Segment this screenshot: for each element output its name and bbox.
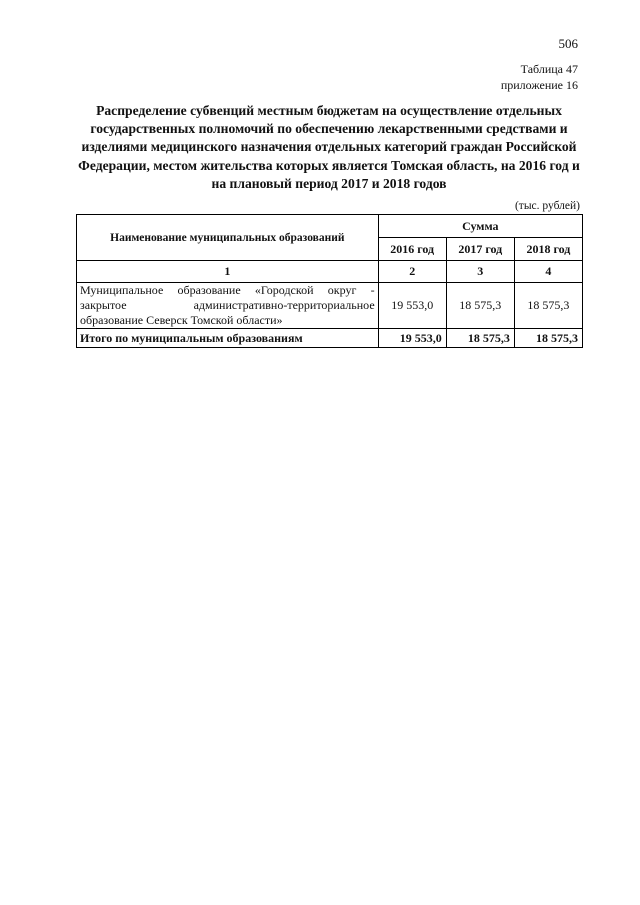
total-2018: 18 575,3 <box>514 329 582 348</box>
document-title: Распределение субвенций местным бюджетам на осуществление отдельных государственных полномочий по обеспечению лекарственными средствами и изделиями медицинского назначения отдельных категорий граждан Российской Федерации, местом жительства которых является Томская область, на 2016 год и на плановый период 2017 и 2018 годов <box>78 103 580 191</box>
page-number: 506 <box>558 36 578 51</box>
column-number: 3 <box>446 261 514 283</box>
column-header-sum: Сумма <box>378 215 582 238</box>
table-row <box>77 283 583 329</box>
column-number: 1 <box>77 261 379 283</box>
column-header-year-2018: 2018 год <box>514 238 582 261</box>
value-2016: 19 553,0 <box>378 283 446 329</box>
column-header-name: Наименование муниципальных образований <box>77 215 379 261</box>
municipality-name: Муниципальное образование «Городской округ - закрытое административно-территориальное образование Северск Томской области» <box>77 283 379 329</box>
total-row <box>77 329 583 348</box>
value-2017: 18 575,3 <box>446 283 514 329</box>
column-header-year-2017: 2017 год <box>446 238 514 261</box>
column-number: 4 <box>514 261 582 283</box>
value-2018: 18 575,3 <box>514 283 582 329</box>
appendix-label: приложение 16 <box>500 78 578 92</box>
total-2017: 18 575,3 <box>446 329 514 348</box>
subventions-table <box>76 214 583 348</box>
total-label: Итого по муниципальным образованиям <box>77 329 379 348</box>
table-label: Таблица 47 <box>520 62 578 76</box>
units-label: (тыс. рублей) <box>514 200 580 212</box>
column-header-year-2016: 2016 год <box>378 238 446 261</box>
total-2016: 19 553,0 <box>378 329 446 348</box>
column-number-row <box>77 261 583 283</box>
column-number: 2 <box>378 261 446 283</box>
header-row <box>77 215 583 238</box>
